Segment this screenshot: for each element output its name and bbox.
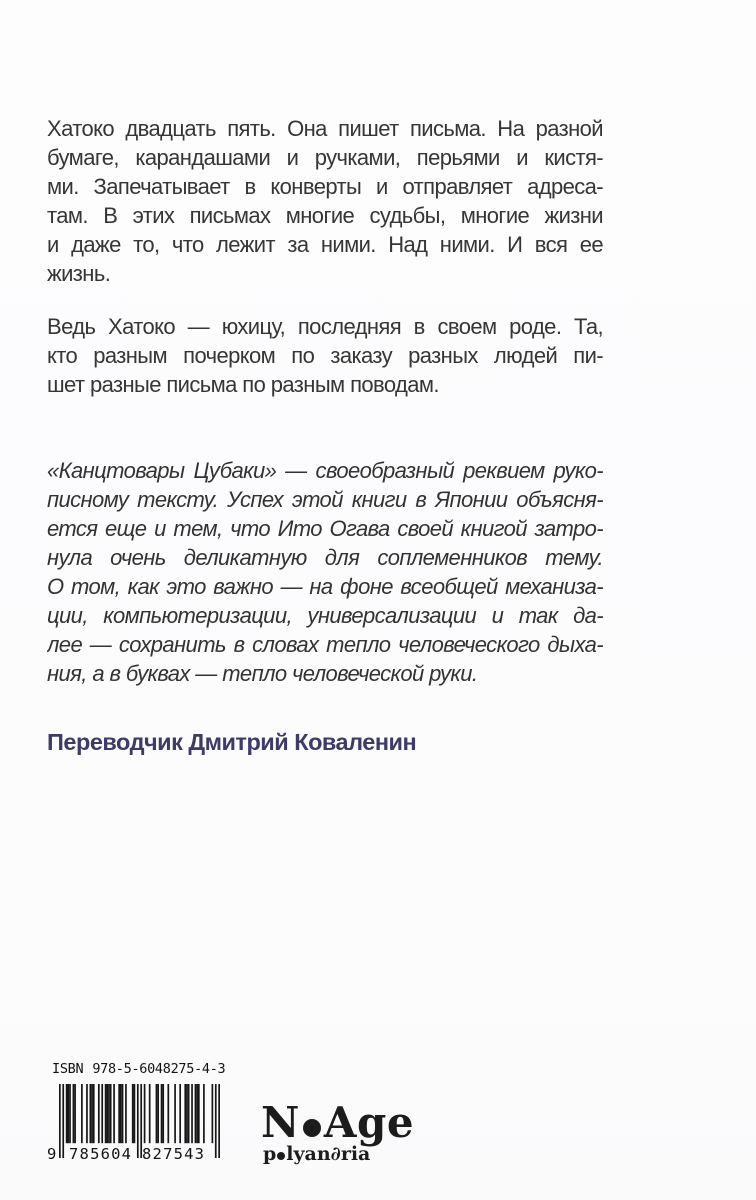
publisher-logo — [261, 1098, 415, 1147]
barcode-digit-group2: 827543 — [142, 1145, 206, 1163]
text-line: жизнь. — [47, 261, 111, 286]
subtitle-dot-icon — [277, 1152, 285, 1160]
text-line: Ведь Хатоко — юхицу, последняя в своем роде. Та, — [47, 314, 603, 339]
subtitle-text-rest: lyan∂ria — [286, 1143, 371, 1165]
subtitle-text-p: p — [263, 1143, 277, 1165]
isbn-number: 978-5-6048275-4-3 — [92, 1061, 226, 1077]
text-line: писному тексту. Успех этой книги в Японии объясня- — [47, 487, 603, 512]
isbn-label: ISBN — [52, 1061, 84, 1077]
text-line: шет разные письма по разным поводам. — [47, 372, 439, 397]
text-line: Хатоко двадцать пять. Она пишет письма. На разной — [47, 116, 603, 141]
text-line: бумаге, карандашами и ручками, перьями и кистя- — [47, 145, 603, 170]
text-line: ции, компьютеризации, универсализации и так да- — [47, 603, 603, 628]
isbn-line — [52, 1061, 225, 1078]
text-line: «Канцтовары Цубаки» — своеобразный реквием руко- — [47, 458, 603, 483]
text-line: ется еще и тем, что Ито Огава своей книгой затро- — [47, 516, 603, 541]
text-line: и даже то, что лежит за ними. Над ними. И вся ее — [47, 232, 603, 257]
blurb-paragraph-1 — [47, 114, 603, 288]
annotation-paragraph — [47, 456, 603, 688]
text-line: ния, а в буквах — тепло человеческой руки. — [47, 661, 478, 686]
text-line: нула очень деликатную для соплеменников тему. — [47, 545, 603, 570]
text-line: ми. Запечатывает в конверты и отправляет адреса- — [47, 174, 603, 199]
text-line: О том, как это важно — на фоне всеобщей механиза- — [47, 574, 603, 599]
barcode-digit-group1: 785604 — [69, 1145, 133, 1163]
text-line: кто разным почерком по заказу разных людей пи- — [47, 343, 603, 368]
logo-text-n: N — [261, 1098, 300, 1147]
blurb-paragraph-2 — [47, 312, 603, 399]
translator-credit: Переводчик Дмитрий Коваленин — [47, 729, 417, 755]
text-line: там. В этих письмах многие судьбы, многие жизни — [47, 203, 603, 228]
barcode-digit-left: 9 — [47, 1145, 57, 1163]
logo-dot-icon — [303, 1119, 321, 1137]
logo-text-age: Age — [323, 1098, 415, 1147]
text-line: лее — сохранить в словах тепло человеческого дыха- — [47, 632, 603, 657]
publisher-subtitle — [263, 1143, 371, 1165]
